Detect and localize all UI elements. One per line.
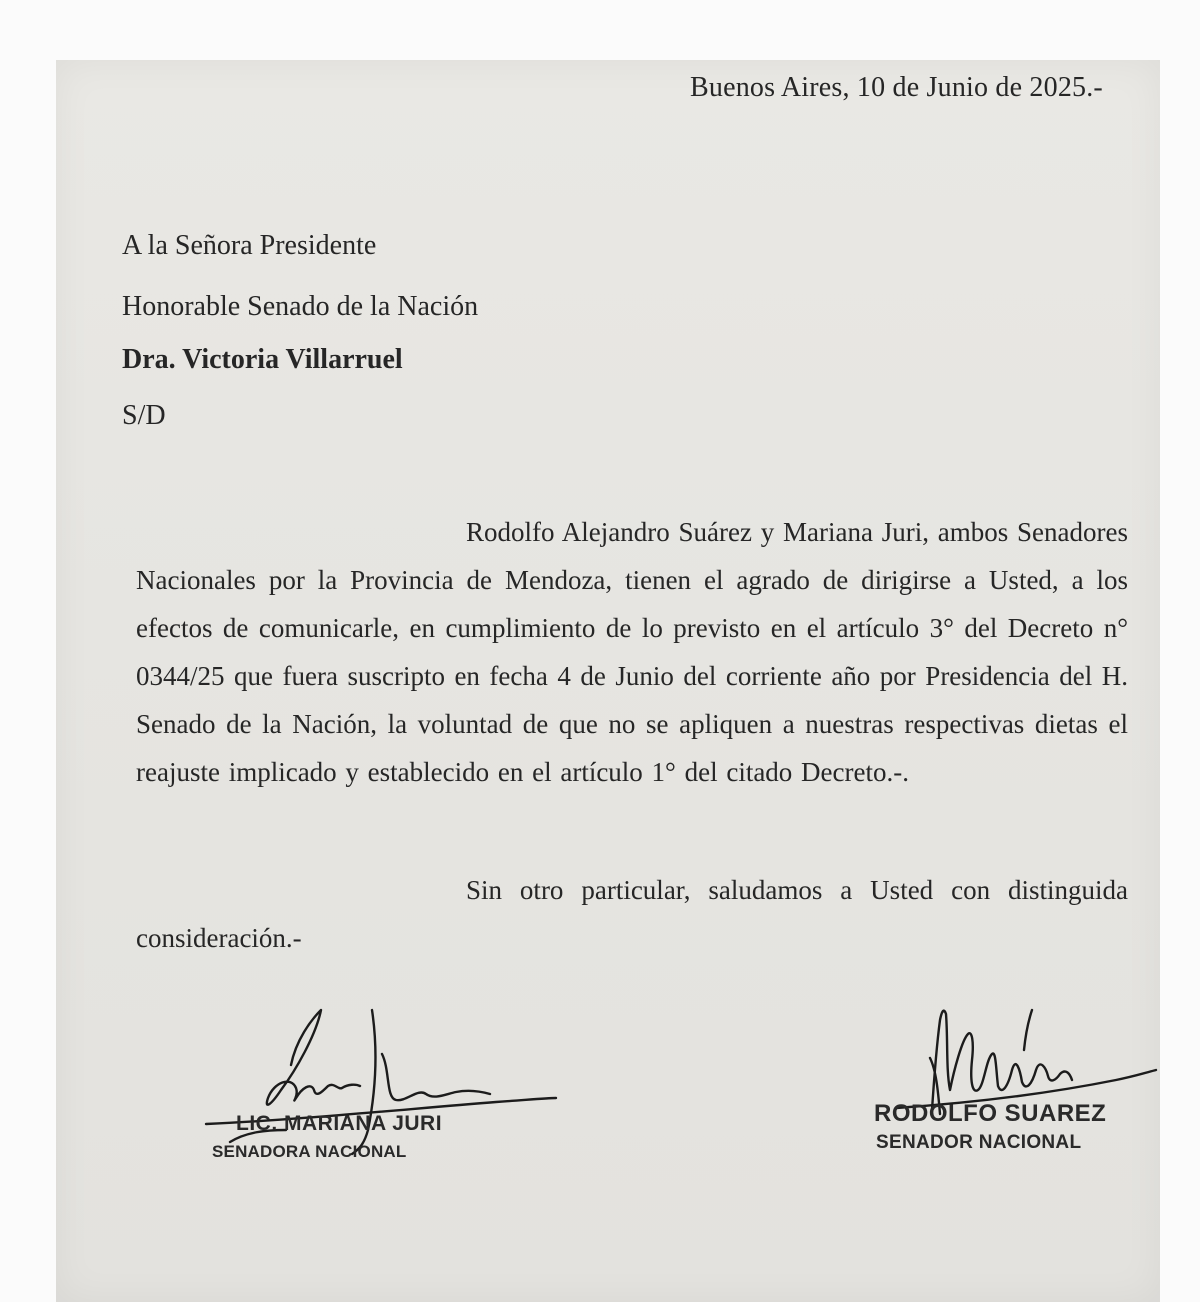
handwritten-signature-juri <box>146 990 566 1200</box>
signatory-name-suarez: RODOLFO SUAREZ <box>874 1100 1107 1127</box>
signature-block-suarez <box>836 990 1160 1190</box>
signatory-role-juri: SENADORA NACIONAL <box>212 1142 407 1161</box>
addressee-title: A la Señora Presidente <box>122 230 377 261</box>
handwritten-signature-suarez <box>836 990 1160 1190</box>
letter-date: Buenos Aires, 10 de Junio de 2025.- <box>690 72 1103 103</box>
signature-block-juri <box>146 990 566 1200</box>
signatory-role-suarez: SENADOR NACIONAL <box>876 1132 1082 1153</box>
addressee-institution: Honorable Senado de la Nación <box>122 291 479 322</box>
body-paragraph-closing: Sin otro particular, saludamos a Usted con distinguida consideración.- <box>136 875 1128 953</box>
addressee-name: Dra. Victoria Villarruel <box>122 344 403 375</box>
letter-sheet <box>56 60 1160 1302</box>
body-paragraph-main: Rodolfo Alejandro Suárez y Mariana Juri, ambos Senadores Nacionales por la Provincia de Mendoza, tienen el agrado de dirigirse a Usted, a los efectos de comunicarle, en cumplimiento de lo previsto en el artículo 3° del Decreto n° 0344/25 que fuera suscripto en fecha 4 de Junio del corriente año por Presidencia del H. Senado de la Nación, la voluntad de que no se apliquen a nuestras respectivas dietas el reajuste implicado y establecido en el artículo 1° del citado Decreto.-. <box>136 517 1128 787</box>
signatory-name-juri: LIC. MARIANA JURI <box>236 1112 443 1135</box>
addressee-sd: S/D <box>122 400 166 431</box>
